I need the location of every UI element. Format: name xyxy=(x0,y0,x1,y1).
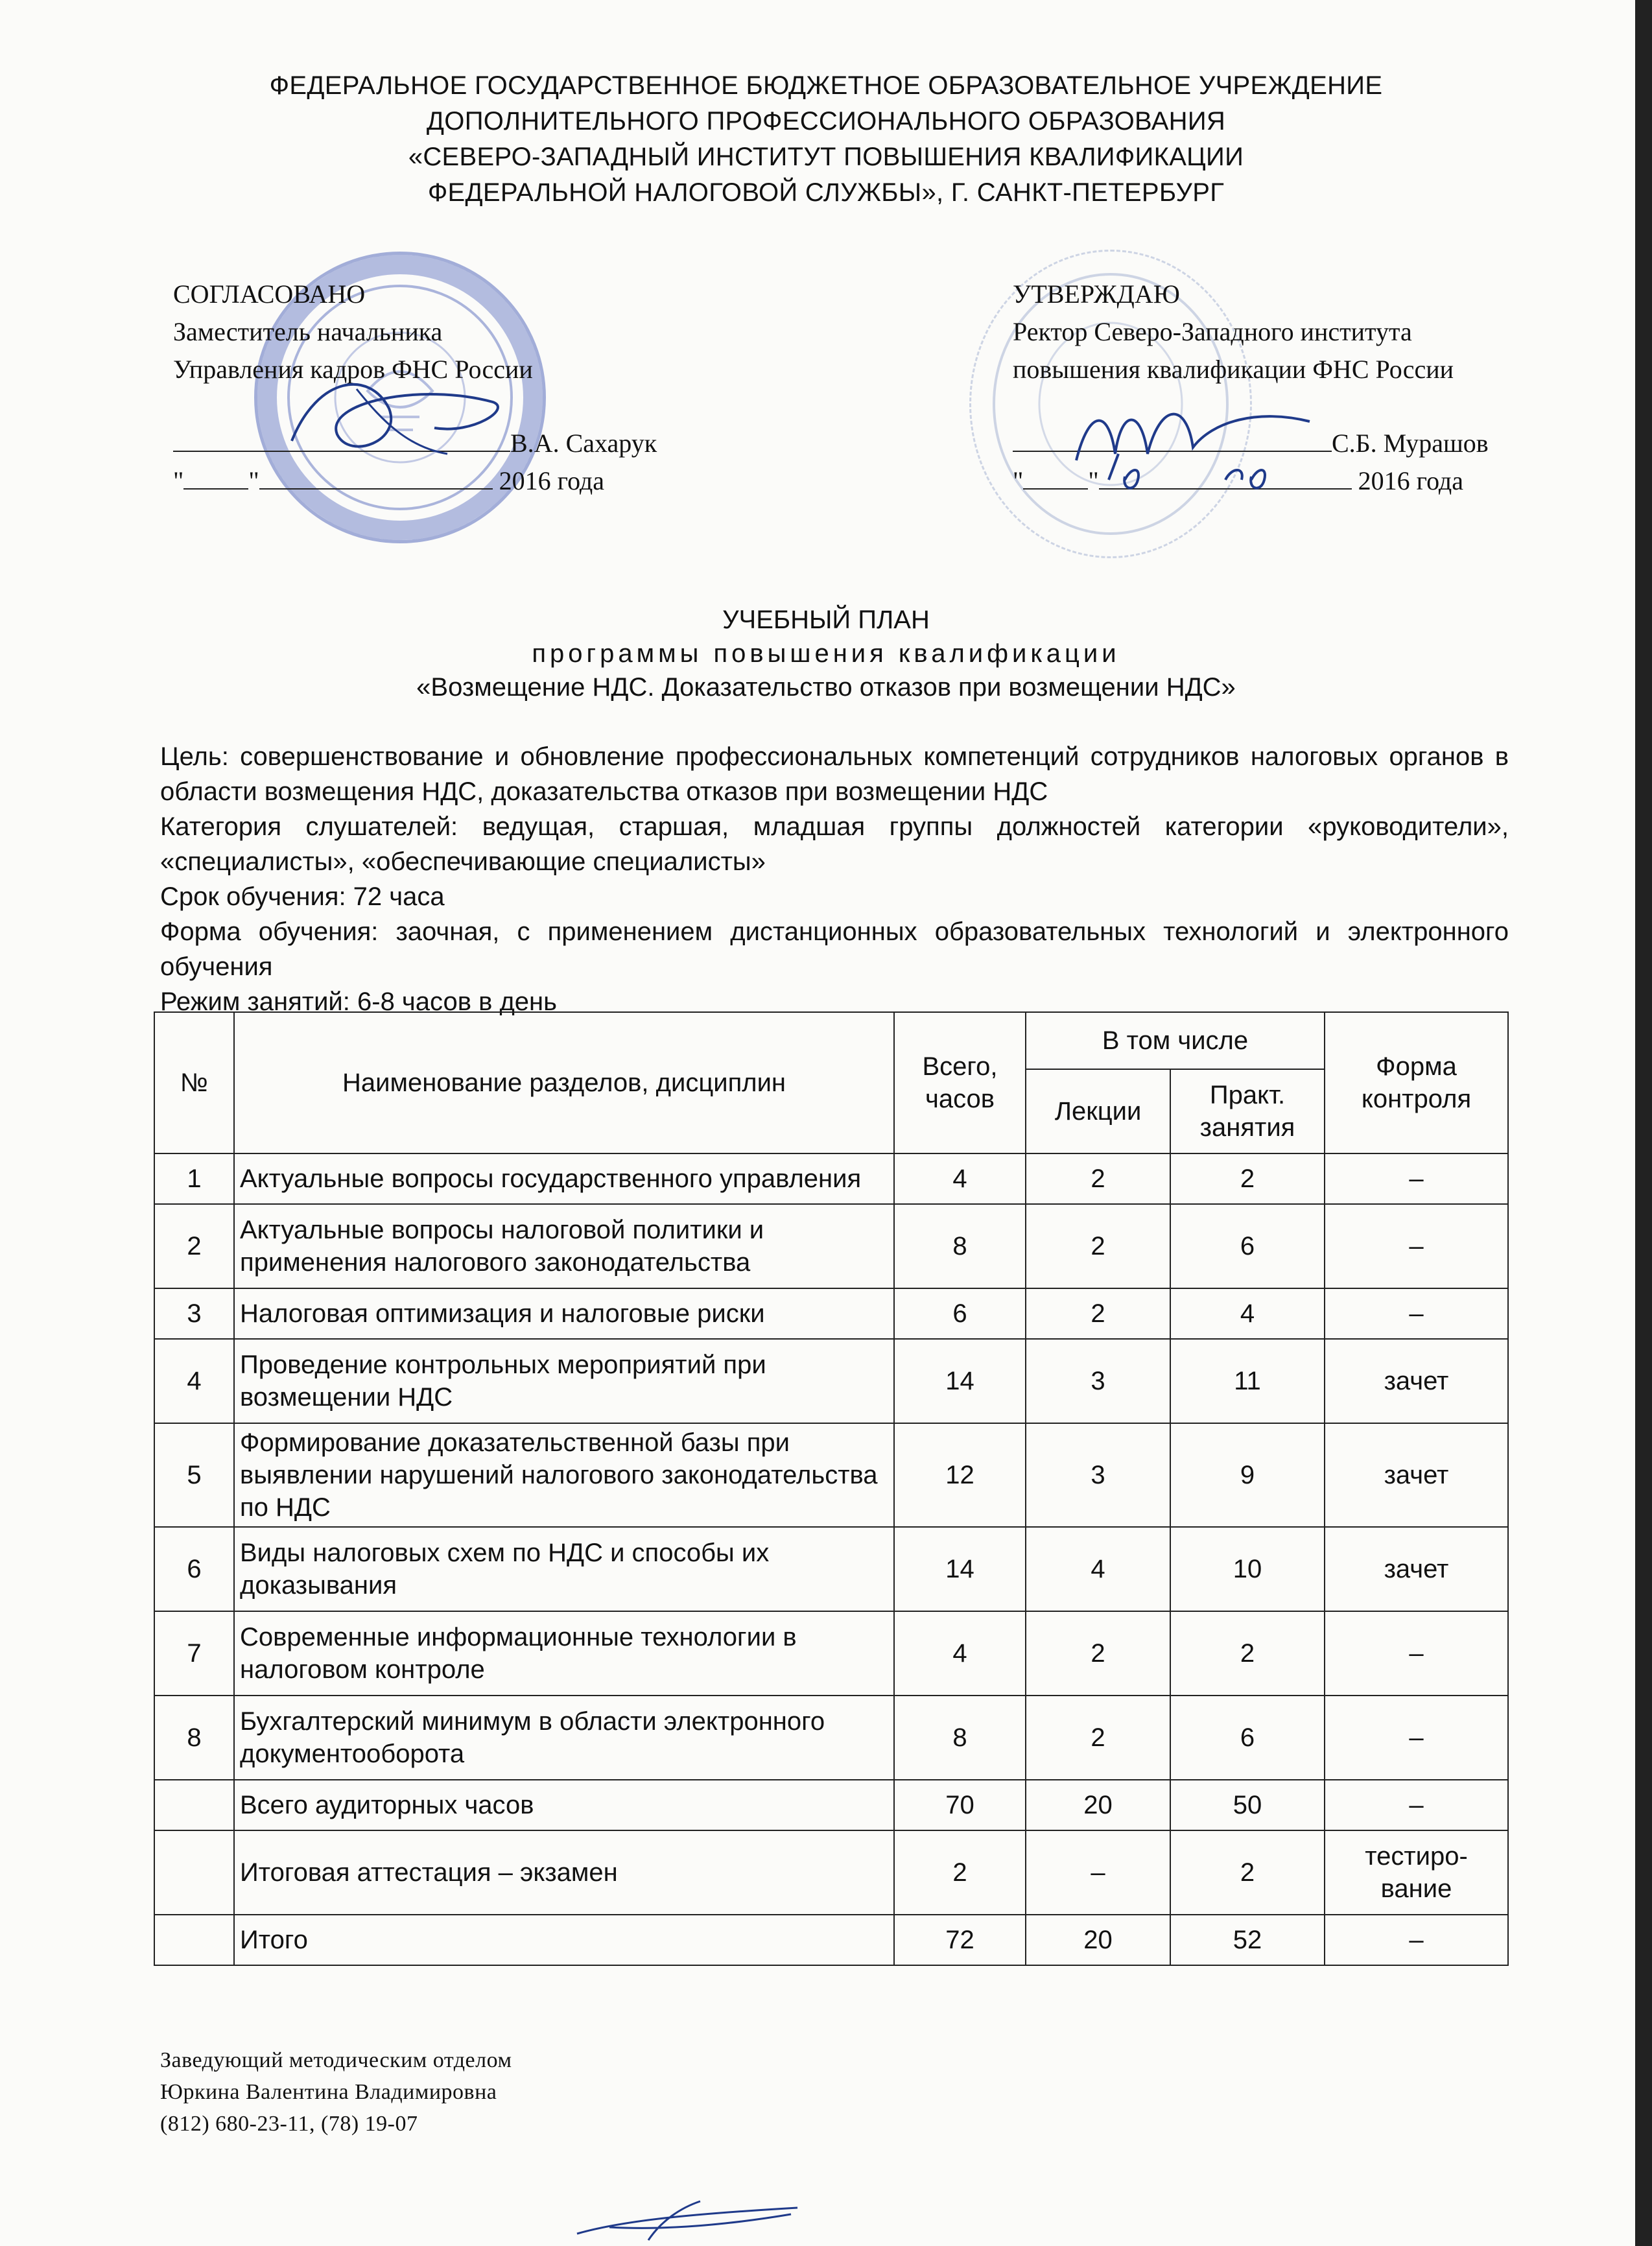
cell-name: Итоговая аттестация – экзамен xyxy=(234,1830,894,1915)
approval-right-heading: УТВЕРЖДАЮ xyxy=(1013,279,1180,309)
date-quote-close: " xyxy=(1088,466,1099,495)
cell-control: – xyxy=(1325,1611,1508,1696)
approval-right-position-2: повышения квалификации ФНС России xyxy=(1013,355,1454,384)
table-row xyxy=(154,1423,1508,1527)
cell-total: 2 xyxy=(894,1830,1026,1915)
cell-control: зачет xyxy=(1325,1339,1508,1423)
table-row xyxy=(154,1204,1508,1288)
cell-lectures: 2 xyxy=(1026,1204,1170,1288)
info-category: Категория слушателей: ведущая, старшая, младшая группы должностей категории «руководители», «специалисты», «обеспечивающие специалисты» xyxy=(160,812,1509,876)
approval-left-heading: СОГЛАСОВАНО xyxy=(173,279,366,309)
cell-total: 72 xyxy=(894,1915,1026,1965)
cell-total: 70 xyxy=(894,1780,1026,1830)
date-month-line xyxy=(259,464,493,490)
cell-num: 5 xyxy=(154,1423,234,1527)
cell-control: тестиро-вание xyxy=(1325,1830,1508,1915)
header-line-4: ФЕДЕРАЛЬНОЙ НАЛОГОВОЙ СЛУЖБЫ», Г. САНКТ-ПЕТЕРБУРГ xyxy=(427,178,1225,207)
document-title xyxy=(0,603,1652,704)
col-header-practice: Практ. занятия xyxy=(1170,1069,1325,1153)
cell-num: 2 xyxy=(154,1204,234,1288)
cell-practice: 11 xyxy=(1170,1339,1325,1423)
cell-name: Актуальные вопросы государственного управления xyxy=(234,1153,894,1204)
date-quote-open: " xyxy=(173,466,184,495)
date-quote-open: " xyxy=(1013,466,1024,495)
cell-total: 8 xyxy=(894,1204,1026,1288)
cell-name: Налоговая оптимизация и налоговые риски xyxy=(234,1288,894,1339)
approval-right-signer: С.Б. Мурашов xyxy=(1332,429,1489,458)
scan-edge-strip xyxy=(1635,0,1652,2246)
table-row xyxy=(154,1153,1508,1204)
cell-lectures: 3 xyxy=(1026,1339,1170,1423)
info-form: Форма обучения: заочная, с применением дистанционных образовательных технологий и электронного обучения xyxy=(160,917,1509,981)
col-header-total: Всего, часов xyxy=(894,1012,1026,1153)
col-header-lectures: Лекции xyxy=(1026,1069,1170,1153)
program-info xyxy=(160,739,1509,1019)
cell-lectures: 2 xyxy=(1026,1288,1170,1339)
col-header-including: В том числе xyxy=(1026,1012,1325,1069)
cell-total: 6 xyxy=(894,1288,1026,1339)
cell-total: 14 xyxy=(894,1527,1026,1611)
cell-control: зачет xyxy=(1325,1423,1508,1527)
cell-lectures: 3 xyxy=(1026,1423,1170,1527)
cell-num: 8 xyxy=(154,1696,234,1780)
table-row xyxy=(154,1527,1508,1611)
footer-signature xyxy=(571,2195,817,2243)
title-line-2: программы повышения квалификации xyxy=(532,639,1120,668)
cell-practice: 50 xyxy=(1170,1780,1325,1830)
cell-num xyxy=(154,1830,234,1915)
cell-total: 12 xyxy=(894,1423,1026,1527)
approval-right-year: 2016 года xyxy=(1358,466,1464,495)
info-schedule: Режим занятий: 6-8 часов в день xyxy=(160,987,557,1016)
cell-num: 6 xyxy=(154,1527,234,1611)
approval-left-signer: В.А. Сахарук xyxy=(510,429,657,458)
approval-left-position-1: Заместитель начальника xyxy=(173,317,443,346)
table-row xyxy=(154,1830,1508,1915)
title-line-1: УЧЕБНЫЙ ПЛАН xyxy=(722,606,930,634)
cell-name: Формирование доказательственной базы при выявлении нарушений налогового законодательства по НДС xyxy=(234,1423,894,1527)
cell-lectures: – xyxy=(1026,1830,1170,1915)
cell-total: 4 xyxy=(894,1611,1026,1696)
cell-lectures: 2 xyxy=(1026,1153,1170,1204)
table-row xyxy=(154,1611,1508,1696)
cell-control: – xyxy=(1325,1204,1508,1288)
curriculum-table xyxy=(154,1011,1509,1966)
table-body xyxy=(154,1153,1508,1965)
title-line-3: «Возмещение НДС. Доказательство отказов при возмещении НДС» xyxy=(416,673,1236,702)
header-line-2: ДОПОЛНИТЕЛЬНОГО ПРОФЕССИОНАЛЬНОГО ОБРАЗОВАНИЯ xyxy=(426,107,1226,136)
header-line-3: «СЕВЕРО-ЗАПАДНЫЙ ИНСТИТУТ ПОВЫШЕНИЯ КВАЛИФИКАЦИИ xyxy=(408,143,1244,171)
cell-num: 3 xyxy=(154,1288,234,1339)
cell-name: Всего аудиторных часов xyxy=(234,1780,894,1830)
col-header-name: Наименование разделов, дисциплин xyxy=(234,1012,894,1153)
cell-num: 7 xyxy=(154,1611,234,1696)
cell-num xyxy=(154,1915,234,1965)
cell-practice: 10 xyxy=(1170,1527,1325,1611)
date-quote-close: " xyxy=(248,466,259,495)
cell-practice: 2 xyxy=(1170,1611,1325,1696)
footer-contact xyxy=(160,2044,512,2140)
cell-name: Актуальные вопросы налоговой политики и применения налогового законодательства xyxy=(234,1204,894,1288)
info-goal: Цель: совершенствование и обновление профессиональных компетенций сотрудников налоговых органов в области возмещения НДС, доказательства отказов при возмещении НДС xyxy=(160,742,1509,806)
cell-practice: 6 xyxy=(1170,1204,1325,1288)
table-row xyxy=(154,1780,1508,1830)
cell-name: Проведение контрольных мероприятий при возмещении НДС xyxy=(234,1339,894,1423)
header-line-1: ФЕДЕРАЛЬНОЕ ГОСУДАРСТВЕННОЕ БЮДЖЕТНОЕ ОБРАЗОВАТЕЛЬНОЕ УЧРЕЖДЕНИЕ xyxy=(269,71,1383,100)
cell-name: Современные информационные технологии в налоговом контроле xyxy=(234,1611,894,1696)
cell-control: – xyxy=(1325,1915,1508,1965)
cell-control: зачет xyxy=(1325,1527,1508,1611)
table-row xyxy=(154,1339,1508,1423)
cell-name: Итого xyxy=(234,1915,894,1965)
cell-name: Виды налоговых схем по НДС и способы их доказывания xyxy=(234,1527,894,1611)
cell-lectures: 20 xyxy=(1026,1915,1170,1965)
cell-practice: 2 xyxy=(1170,1830,1325,1915)
cell-practice: 9 xyxy=(1170,1423,1325,1527)
table-row xyxy=(154,1915,1508,1965)
date-day-line xyxy=(183,464,248,490)
table-row xyxy=(154,1696,1508,1780)
cell-lectures: 2 xyxy=(1026,1696,1170,1780)
table-row xyxy=(154,1288,1508,1339)
footer-phone: (812) 680-23-11, (78) 19-07 xyxy=(160,2112,418,2136)
approval-left-position-2: Управления кадров ФНС России xyxy=(173,355,533,384)
cell-total: 14 xyxy=(894,1339,1026,1423)
cell-num: 1 xyxy=(154,1153,234,1204)
cell-practice: 2 xyxy=(1170,1153,1325,1204)
col-header-control: Форма контроля xyxy=(1325,1012,1508,1153)
cell-practice: 52 xyxy=(1170,1915,1325,1965)
cell-name: Бухгалтерский минимум в области электронного документооборота xyxy=(234,1696,894,1780)
footer-position: Заведующий методическим отделом xyxy=(160,2048,512,2072)
approval-right-position-1: Ректор Северо-Западного института xyxy=(1013,317,1412,346)
signature-murashov xyxy=(1063,383,1362,499)
cell-total: 8 xyxy=(894,1696,1026,1780)
approval-left-year: 2016 года xyxy=(499,466,605,495)
cell-control: – xyxy=(1325,1696,1508,1780)
cell-control: – xyxy=(1325,1780,1508,1830)
col-header-num: № xyxy=(154,1012,234,1153)
cell-lectures: 4 xyxy=(1026,1527,1170,1611)
cell-practice: 4 xyxy=(1170,1288,1325,1339)
cell-practice: 6 xyxy=(1170,1696,1325,1780)
signature-sakharuk xyxy=(279,363,525,467)
institution-header xyxy=(0,68,1652,211)
cell-lectures: 20 xyxy=(1026,1780,1170,1830)
cell-control: – xyxy=(1325,1153,1508,1204)
cell-total: 4 xyxy=(894,1153,1026,1204)
cell-lectures: 2 xyxy=(1026,1611,1170,1696)
footer-name: Юркина Валентина Владимировна xyxy=(160,2080,497,2104)
cell-control: – xyxy=(1325,1288,1508,1339)
cell-num xyxy=(154,1780,234,1830)
cell-num: 4 xyxy=(154,1339,234,1423)
info-duration: Срок обучения: 72 часа xyxy=(160,882,445,911)
